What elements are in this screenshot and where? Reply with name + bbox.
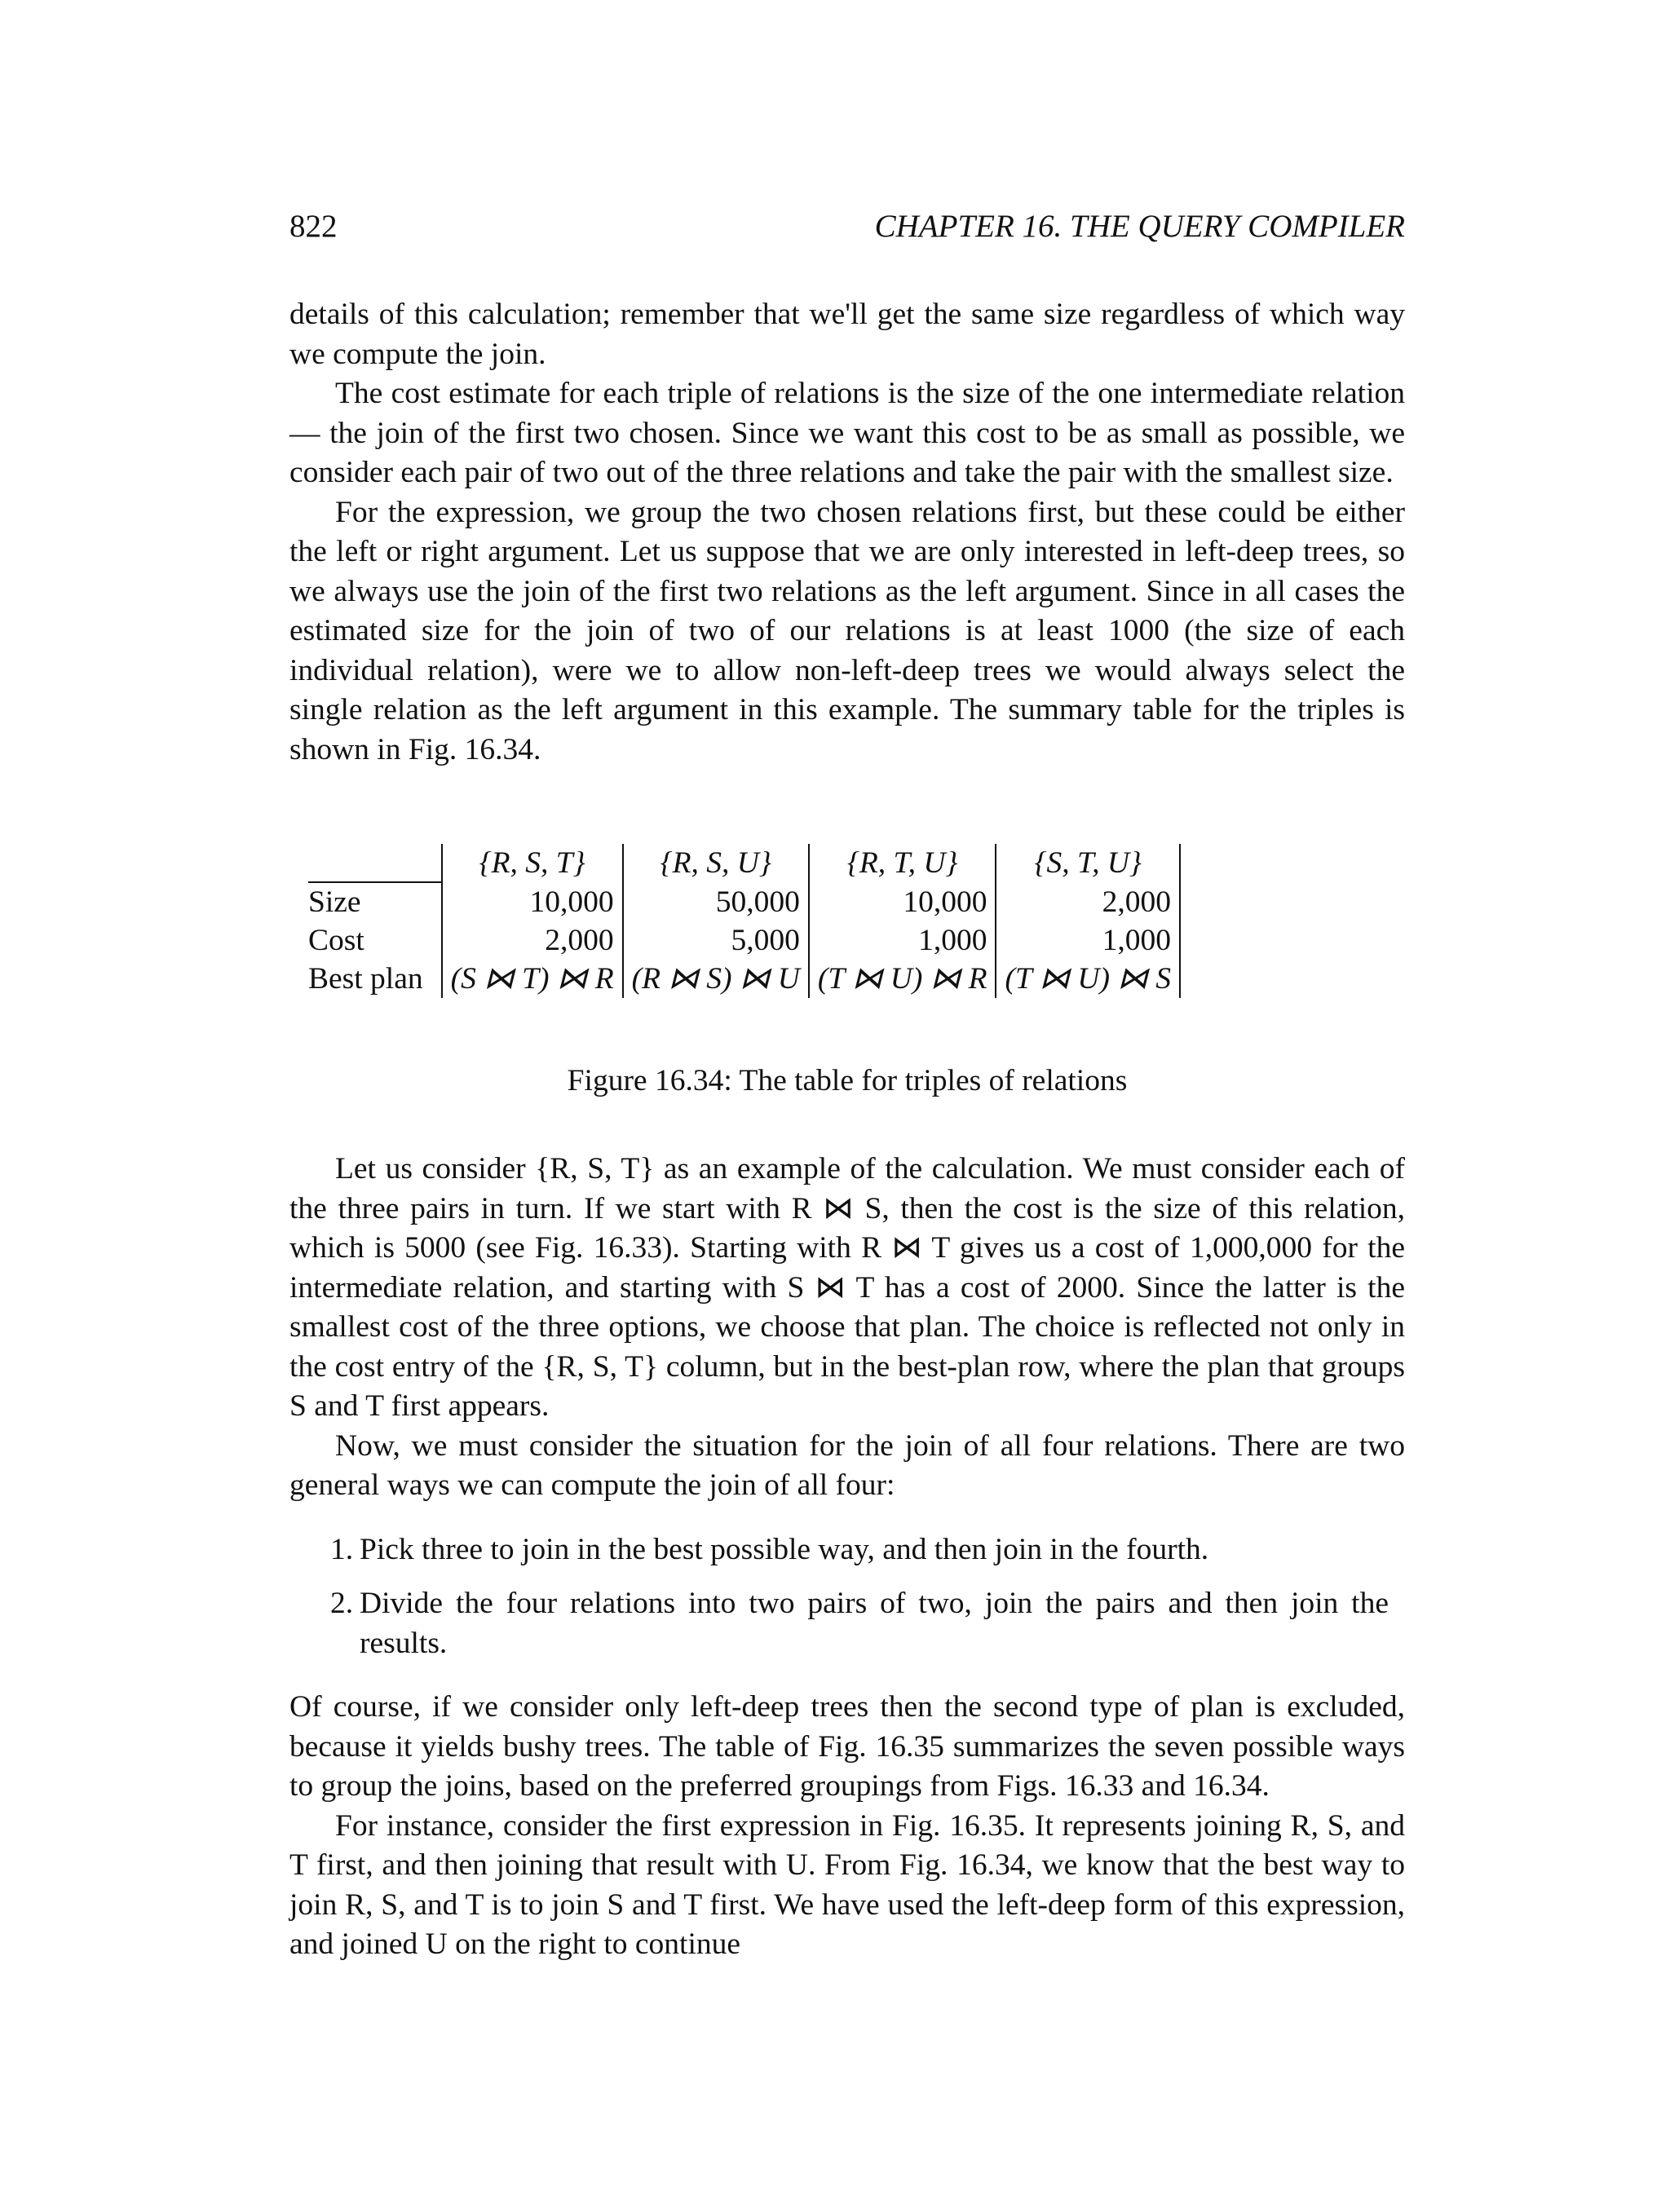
text-block-top xyxy=(289,295,1405,770)
paragraph: For the expression, we group the two chosen relations first, but these could be either the left or right argument. Let us suppose that we are only interested in left-deep trees, so we always use the join of the first two relations as the left argument. Since in all cases the estimated size for the join of two of our relations is at least 1000 (the size of each individual relation), were we to allow non-left-deep trees we would always select the single relation as the left argument in this example. The summary table for the triples is shown in Fig. 16.34. xyxy=(289,495,1405,766)
paragraph: Of course, if we consider only left-deep trees then the second type of plan is excluded, because it yields bushy trees. The table of Fig. 16.35 summarizes the seven possible ways to group the joins, based on the preferred groupings from Figs. 16.33 and 16.34. xyxy=(289,1690,1405,1803)
table-row xyxy=(308,921,1180,960)
table-row-label: Best plan xyxy=(308,960,442,998)
running-head: CHAPTER 16. THE QUERY COMPILER xyxy=(874,209,1405,244)
table-cell: (T ⋈ U) ⋈ S xyxy=(996,960,1180,998)
table-cell: 10,000 xyxy=(809,882,996,921)
table-cell: 10,000 xyxy=(442,882,623,921)
list-item xyxy=(289,1584,1405,1663)
table-row xyxy=(308,882,1180,921)
table-column-header: {R, T, U} xyxy=(809,844,996,882)
table-corner-cell xyxy=(308,844,442,882)
table-cell: 1,000 xyxy=(996,921,1180,960)
page-header xyxy=(289,202,1405,251)
list-item-text: Divide the four relations into two pairs of two, join the pairs and then join the results. xyxy=(360,1587,1389,1660)
table-cell: 2,000 xyxy=(442,921,623,960)
list-marker: 1. xyxy=(330,1532,354,1566)
table-cell: 1,000 xyxy=(809,921,996,960)
table-row-label: Cost xyxy=(308,921,442,960)
table-cell: (R ⋈ S) ⋈ U xyxy=(623,960,809,998)
paragraph: Let us consider {R, S, T} as an example of the calculation. We must consider each of the three pairs in turn. If we start with R ⋈ S, then the cost is the size of this relation, which is 5000 (see Fig. 16.33). Starting with R ⋈ T gives us a cost of 1,000,000 for the intermediate relation, and starting with S ⋈ T has a cost of 2000. Since the latter is the smallest cost of the three options, we choose that plan. The choice is reflected not only in the cost entry of the {R, S, T} column, but in the best-plan row, where the plan that groups S and T first appears. xyxy=(289,1152,1405,1423)
table-column-header: {R, S, T} xyxy=(442,844,623,882)
table-header-row xyxy=(308,844,1180,882)
paragraph: For instance, consider the first expression in Fig. 16.35. It represents joining R, S, and T first, and then joining that result with U. From Fig. 16.34, we know that the best way to join R, S, and T is to join S and T first. We have used the left-deep form of this expression, and joined U on the right to continue xyxy=(289,1808,1405,1961)
table-cell: 5,000 xyxy=(623,921,809,960)
table-column-header: {S, T, U} xyxy=(996,844,1180,882)
table-cell: 2,000 xyxy=(996,882,1180,921)
list-item-text: Pick three to join in the best possible way, and then join in the fourth. xyxy=(360,1532,1209,1566)
table-cell: (S ⋈ T) ⋈ R xyxy=(442,960,623,998)
paragraph: Now, we must consider the situation for the join of all four relations. There are two general ways we can compute the join of all four: xyxy=(289,1428,1405,1502)
table-column-header: {R, S, U} xyxy=(623,844,809,882)
numbered-list xyxy=(289,1530,1405,1664)
table-cell: (T ⋈ U) ⋈ R xyxy=(809,960,996,998)
paragraph: details of this calculation; remember that we'll get the same size regardless of which way we compute the join. xyxy=(289,298,1405,371)
table-row-label: Size xyxy=(308,882,442,921)
list-marker: 2. xyxy=(330,1587,354,1620)
table-row xyxy=(308,960,1180,998)
figure-caption: Figure 16.34: The table for triples of relations xyxy=(567,1064,1128,1097)
text-block-bottom xyxy=(289,1150,1405,1965)
triples-table xyxy=(308,844,1181,998)
paragraph: The cost estimate for each triple of relations is the size of the one intermediate relation — the join of the first two chosen. Since we want this cost to be as small as possible, we consider each pair of two out of the three relations and take the pair with the smallest size. xyxy=(289,377,1405,489)
page-number: 822 xyxy=(289,209,338,244)
list-item xyxy=(289,1530,1405,1570)
table-cell: 50,000 xyxy=(623,882,809,921)
